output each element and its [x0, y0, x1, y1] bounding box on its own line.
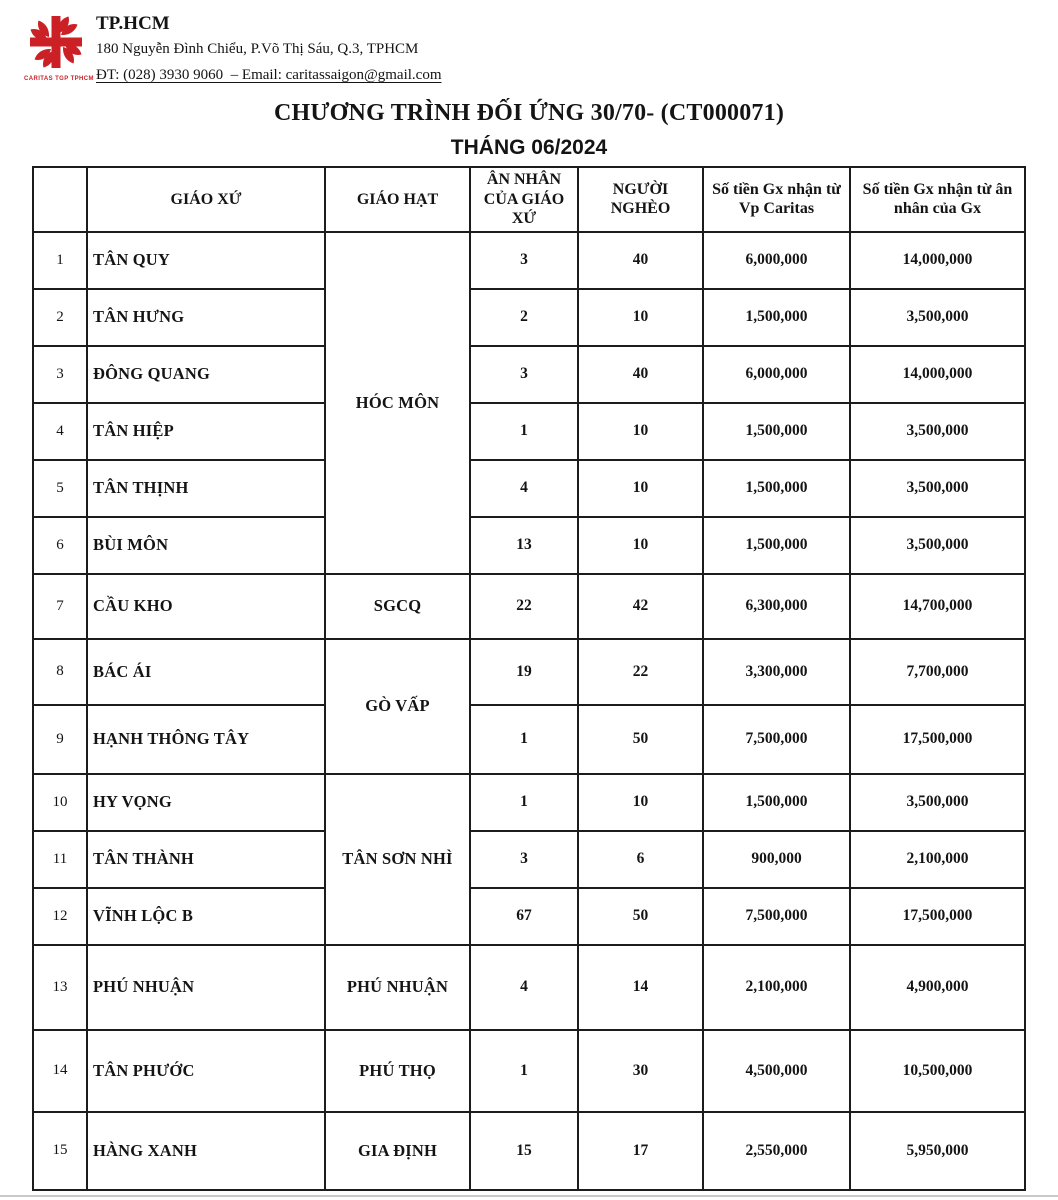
- benefactors-count-cell: 13: [470, 517, 578, 574]
- parish-cell: ĐÔNG QUANG: [87, 346, 325, 403]
- amount-from-caritas-cell: 2,100,000: [703, 945, 850, 1030]
- row-number-cell: 13: [33, 945, 87, 1030]
- table-row: [33, 346, 1025, 403]
- logo-caption: CARITAS TGP TPHCM: [24, 76, 94, 82]
- amount-from-caritas-cell: 7,500,000: [703, 888, 850, 945]
- row-number-cell: 11: [33, 831, 87, 888]
- poor-count-cell: 10: [578, 517, 703, 574]
- amount-from-caritas-cell: 7,500,000: [703, 705, 850, 774]
- table-row: [33, 1112, 1025, 1190]
- amount-from-caritas-cell: 1,500,000: [703, 289, 850, 346]
- parish-cell: TÂN HIỆP: [87, 403, 325, 460]
- amount-from-caritas-cell: 4,500,000: [703, 1030, 850, 1112]
- poor-count-cell: 10: [578, 460, 703, 517]
- poor-count-cell: 22: [578, 639, 703, 705]
- amount-from-caritas-cell: 6,300,000: [703, 574, 850, 639]
- table-row: [33, 517, 1025, 574]
- parish-cell: TÂN THỊNH: [87, 460, 325, 517]
- parish-cell: TÂN QUY: [87, 232, 325, 289]
- amount-from-benefactors-cell: 3,500,000: [850, 774, 1025, 831]
- row-number-cell: 2: [33, 289, 87, 346]
- amount-from-caritas-cell: 6,000,000: [703, 346, 850, 403]
- col-header-benefactors: ÂN NHÂN CỦA GIÁO XỨ: [470, 167, 578, 232]
- amount-from-benefactors-cell: 14,000,000: [850, 346, 1025, 403]
- parish-cell: HÀNG XANH: [87, 1112, 325, 1190]
- deanery-cell: TÂN SƠN NHÌ: [325, 774, 470, 945]
- org-address: 180 Nguyễn Đình Chiểu, P.Võ Thị Sáu, Q.3, TPHCM: [96, 41, 419, 57]
- page-title: CHƯƠNG TRÌNH ĐỐI ỨNG 30/70- (CT000071): [273, 100, 785, 126]
- table-row: [33, 403, 1025, 460]
- poor-count-cell: 40: [578, 232, 703, 289]
- table-row: [33, 289, 1025, 346]
- page-subtitle: THÁNG 06/2024: [450, 136, 608, 159]
- parish-cell: CẦU KHO: [87, 574, 325, 639]
- row-number-cell: 12: [33, 888, 87, 945]
- row-number-cell: 7: [33, 574, 87, 639]
- amount-from-caritas-cell: 6,000,000: [703, 232, 850, 289]
- page-bottom-artifact: [0, 1195, 1058, 1197]
- col-header-poor: NGƯỜI NGHÈO: [578, 167, 703, 232]
- row-number-cell: 10: [33, 774, 87, 831]
- caritas-logo: [24, 14, 94, 82]
- table-row: [33, 774, 1025, 831]
- amount-from-benefactors-cell: 14,000,000: [850, 232, 1025, 289]
- benefactors-count-cell: 19: [470, 639, 578, 705]
- amount-from-benefactors-cell: 2,100,000: [850, 831, 1025, 888]
- col-header-amount-from-caritas: Số tiền Gx nhận từ Vp Caritas: [703, 167, 850, 232]
- letterhead: [24, 12, 442, 86]
- benefactors-count-cell: 1: [470, 403, 578, 460]
- amount-from-benefactors-cell: 10,500,000: [850, 1030, 1025, 1112]
- amount-from-benefactors-cell: 17,500,000: [850, 888, 1025, 945]
- row-number-cell: 1: [33, 232, 87, 289]
- row-number-cell: 4: [33, 403, 87, 460]
- deanery-cell: GÒ VẤP: [325, 639, 470, 774]
- row-number-cell: 5: [33, 460, 87, 517]
- benefactors-count-cell: 1: [470, 705, 578, 774]
- table-row: [33, 574, 1025, 639]
- amount-from-caritas-cell: 1,500,000: [703, 774, 850, 831]
- row-number-cell: 8: [33, 639, 87, 705]
- report-table: [32, 166, 1026, 1191]
- parish-cell: TÂN THÀNH: [87, 831, 325, 888]
- amount-from-caritas-cell: 1,500,000: [703, 517, 850, 574]
- benefactors-count-cell: 2: [470, 289, 578, 346]
- col-header-number: [33, 167, 87, 232]
- table-body: [33, 232, 1025, 1190]
- parish-cell: TÂN PHƯỚC: [87, 1030, 325, 1112]
- amount-from-benefactors-cell: 14,700,000: [850, 574, 1025, 639]
- deanery-cell: GIA ĐỊNH: [325, 1112, 470, 1190]
- amount-from-benefactors-cell: 3,500,000: [850, 289, 1025, 346]
- parish-cell: PHÚ NHUẬN: [87, 945, 325, 1030]
- parish-cell: HẠNH THÔNG TÂY: [87, 705, 325, 774]
- benefactors-count-cell: 1: [470, 1030, 578, 1112]
- poor-count-cell: 50: [578, 888, 703, 945]
- caritas-cross-icon: [24, 14, 88, 70]
- benefactors-count-cell: 3: [470, 831, 578, 888]
- parish-cell: BÙI MÔN: [87, 517, 325, 574]
- amount-from-benefactors-cell: 5,950,000: [850, 1112, 1025, 1190]
- table-row: [33, 888, 1025, 945]
- org-contact: ĐT: (028) 3930 9060 – Email: caritassaigon@gmail.com: [96, 67, 442, 83]
- poor-count-cell: 10: [578, 289, 703, 346]
- table-row: [33, 460, 1025, 517]
- benefactors-count-cell: 3: [470, 346, 578, 403]
- poor-count-cell: 40: [578, 346, 703, 403]
- amount-from-benefactors-cell: 7,700,000: [850, 639, 1025, 705]
- amount-from-caritas-cell: 3,300,000: [703, 639, 850, 705]
- org-name: TP.HCM: [96, 13, 170, 34]
- col-header-amount-from-benefactors: Số tiền Gx nhận từ ân nhân của Gx: [850, 167, 1025, 232]
- amount-from-benefactors-cell: 17,500,000: [850, 705, 1025, 774]
- deanery-cell: PHÚ NHUẬN: [325, 945, 470, 1030]
- amount-from-caritas-cell: 900,000: [703, 831, 850, 888]
- table-row: [33, 705, 1025, 774]
- parish-cell: TÂN HƯNG: [87, 289, 325, 346]
- benefactors-count-cell: 4: [470, 945, 578, 1030]
- table-row: [33, 232, 1025, 289]
- row-number-cell: 6: [33, 517, 87, 574]
- amount-from-benefactors-cell: 3,500,000: [850, 517, 1025, 574]
- poor-count-cell: 6: [578, 831, 703, 888]
- benefactors-count-cell: 1: [470, 774, 578, 831]
- benefactors-count-cell: 4: [470, 460, 578, 517]
- poor-count-cell: 17: [578, 1112, 703, 1190]
- benefactors-count-cell: 67: [470, 888, 578, 945]
- col-header-deanery: GIÁO HẠT: [325, 167, 470, 232]
- amount-from-benefactors-cell: 4,900,000: [850, 945, 1025, 1030]
- benefactors-count-cell: 15: [470, 1112, 578, 1190]
- table-row: [33, 831, 1025, 888]
- header-row: [33, 167, 1025, 232]
- amount-from-caritas-cell: 1,500,000: [703, 460, 850, 517]
- table-row: [33, 639, 1025, 705]
- deanery-cell: HÓC MÔN: [325, 232, 470, 574]
- row-number-cell: 3: [33, 346, 87, 403]
- amount-from-benefactors-cell: 3,500,000: [850, 460, 1025, 517]
- poor-count-cell: 42: [578, 574, 703, 639]
- parish-cell: VĨNH LỘC B: [87, 888, 325, 945]
- benefactors-count-cell: 3: [470, 232, 578, 289]
- amount-from-caritas-cell: 1,500,000: [703, 403, 850, 460]
- poor-count-cell: 50: [578, 705, 703, 774]
- row-number-cell: 15: [33, 1112, 87, 1190]
- benefactors-count-cell: 22: [470, 574, 578, 639]
- poor-count-cell: 10: [578, 774, 703, 831]
- parish-cell: HY VỌNG: [87, 774, 325, 831]
- table-row: [33, 945, 1025, 1030]
- row-number-cell: 14: [33, 1030, 87, 1112]
- table-row: [33, 1030, 1025, 1112]
- amount-from-caritas-cell: 2,550,000: [703, 1112, 850, 1190]
- amount-from-benefactors-cell: 3,500,000: [850, 403, 1025, 460]
- poor-count-cell: 14: [578, 945, 703, 1030]
- col-header-parish: GIÁO XỨ: [87, 167, 325, 232]
- row-number-cell: 9: [33, 705, 87, 774]
- poor-count-cell: 30: [578, 1030, 703, 1112]
- deanery-cell: PHÚ THỌ: [325, 1030, 470, 1112]
- deanery-cell: SGCQ: [325, 574, 470, 639]
- parish-cell: BÁC ÁI: [87, 639, 325, 705]
- poor-count-cell: 10: [578, 403, 703, 460]
